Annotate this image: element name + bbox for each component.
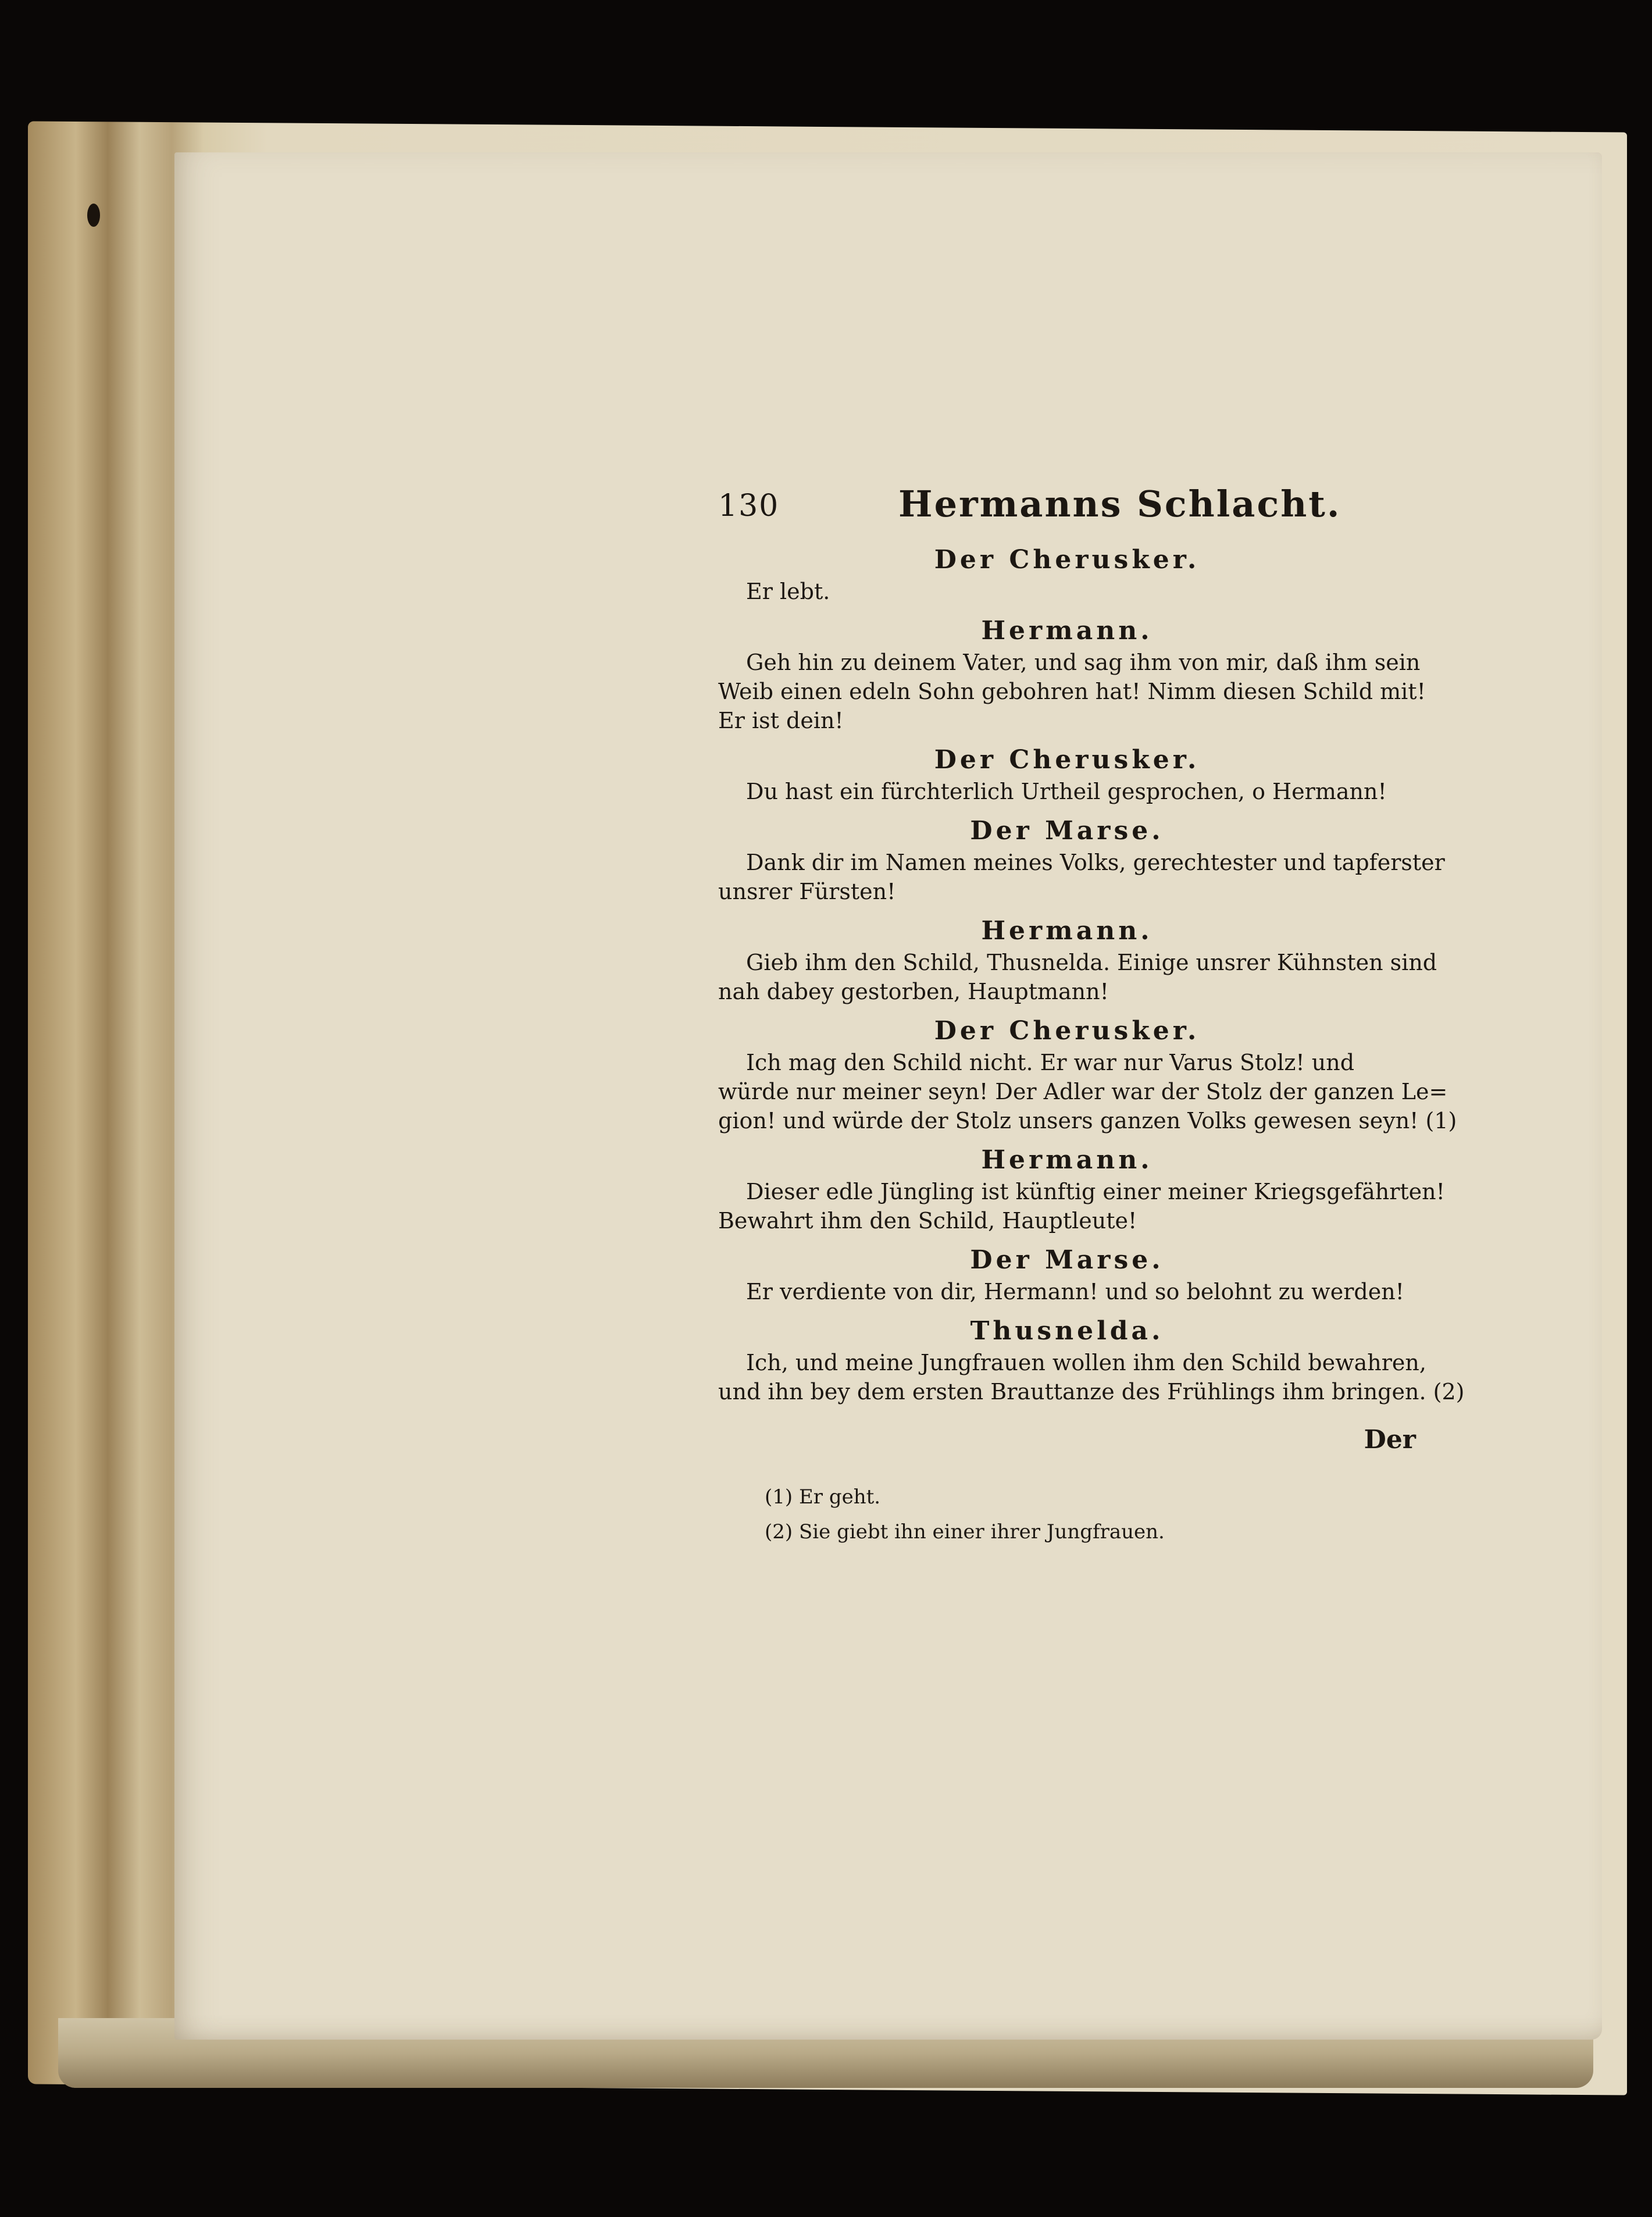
text-line: Gieb ihm den Schild, Thusnelda. Einige unsrer Kühnsten sind bbox=[746, 950, 1437, 975]
page-number: 130 bbox=[718, 489, 780, 523]
text-line: nah dabey gestorben, Hauptmann! bbox=[718, 979, 1109, 1004]
text-line: würde nur meiner seyn! Der Adler war der Stolz der ganzen Le= bbox=[718, 1079, 1448, 1104]
speaker-heading: Hermann. bbox=[981, 1145, 1153, 1175]
speaker-heading: Der Marse. bbox=[970, 1245, 1164, 1275]
text-line: Dank dir im Namen meines Volks, gerechtester und tapferster bbox=[746, 850, 1445, 875]
text-line: Er lebt. bbox=[746, 579, 830, 604]
text-line: Er verdiente von dir, Hermann! und so belohnt zu werden! bbox=[746, 1279, 1404, 1304]
speaker-heading: Der Marse. bbox=[970, 816, 1164, 846]
speaker-heading: Der Cherusker. bbox=[934, 745, 1200, 775]
text-line: und ihn bey dem ersten Brauttanze des Frühlings ihm bringen. (2) bbox=[718, 1379, 1465, 1405]
text-line: Dieser edle Jüngling ist künftig einer meiner Kriegsgefährten! bbox=[746, 1179, 1445, 1204]
speaker-heading: Der Cherusker. bbox=[934, 1016, 1200, 1046]
text-line: unsrer Fürsten! bbox=[718, 879, 896, 904]
text-line: Er ist dein! bbox=[718, 708, 844, 733]
speaker-heading: Hermann. bbox=[981, 916, 1153, 946]
running-title: Hermanns Schlacht. bbox=[898, 483, 1341, 525]
footnote-2: (2) Sie giebt ihn einer ihrer Jungfrauen. bbox=[765, 1520, 1165, 1544]
speaker-heading: Hermann. bbox=[981, 616, 1153, 646]
speaker-heading: Der Cherusker. bbox=[934, 545, 1200, 575]
text-line: gion! und würde der Stolz unsers ganzen Volks gewesen seyn! (1) bbox=[718, 1108, 1457, 1134]
footnote-1: (1) Er geht. bbox=[765, 1485, 881, 1509]
text-line: Du hast ein fürchterlich Urtheil gesprochen, o Hermann! bbox=[746, 779, 1387, 804]
text-line: Weib einen edeln Sohn gebohren hat! Nimm diesen Schild mit! bbox=[718, 679, 1426, 704]
running-head bbox=[718, 483, 1416, 535]
text-block bbox=[718, 483, 1465, 1549]
catchword: Der bbox=[1364, 1425, 1416, 1455]
binding-hole bbox=[87, 204, 100, 227]
footnotes bbox=[718, 1480, 1416, 1549]
text-line: Geh hin zu deinem Vater, und sag ihm von mir, daß ihm sein bbox=[746, 650, 1421, 675]
text-line: Bewahrt ihm den Schild, Hauptleute! bbox=[718, 1208, 1137, 1234]
speaker-heading: Thusnelda. bbox=[970, 1316, 1164, 1346]
play-text bbox=[718, 543, 1465, 1406]
text-line: Ich, und meine Jungfrauen wollen ihm den Schild bewahren, bbox=[746, 1350, 1426, 1375]
text-line: Ich mag den Schild nicht. Er war nur Varus Stolz! und bbox=[746, 1050, 1355, 1075]
